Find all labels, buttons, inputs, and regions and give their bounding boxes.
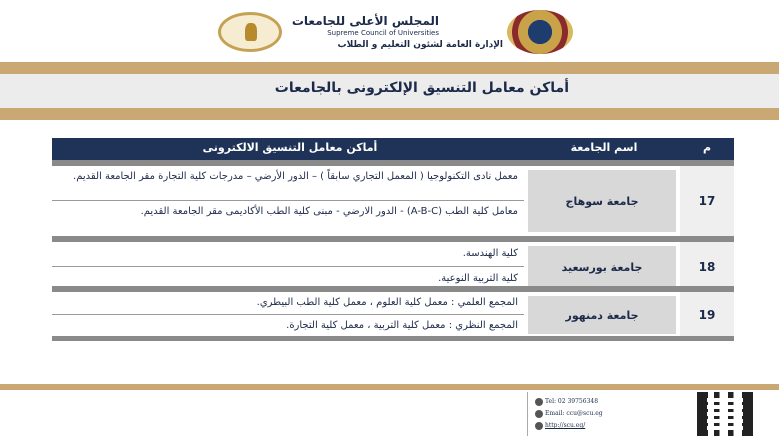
council-name-en: Supreme Council of Universities	[327, 29, 439, 37]
table-row	[52, 292, 734, 338]
table-row	[52, 166, 734, 236]
row-university: جامعة سوهاج	[528, 170, 676, 232]
lab-divider	[52, 200, 524, 201]
lab-entry: المجمع النظري : معمل كلية التربية ، معمل كلية التجارة.	[286, 320, 518, 331]
row-num: 19	[680, 292, 734, 338]
row-university: جامعة دمنهور	[528, 296, 676, 334]
page-title: أماكن معامل التنسيق الإلكترونى بالجامعات	[274, 80, 569, 96]
lab-entry: كلية التربية النوعية.	[438, 273, 518, 284]
row-university: جامعة بورسعيد	[528, 246, 676, 288]
council-name-ar: المجلس الأعلى للجامعات	[291, 14, 439, 28]
lab-divider	[52, 266, 524, 267]
gold-divider-top	[0, 62, 779, 74]
header-labs: أماكن معامل التنسيق الالكترونى	[202, 141, 378, 154]
row-num: 18	[680, 242, 734, 292]
footer-email: Email: ccu@scu.eg	[545, 410, 603, 417]
lab-entry: كلية الهندسة.	[462, 248, 518, 259]
footer-tel: Tel: 02 39756348	[545, 398, 599, 405]
lab-entry: المجمع العلمي : معمل كلية العلوم ، معمل كلية الطب البيطري.	[256, 297, 518, 308]
qr-code	[697, 392, 753, 436]
header-university: اسم الجامعة	[570, 141, 638, 154]
header-num: م	[702, 141, 712, 154]
footer-website-link[interactable]: http://scu.eg/	[545, 422, 586, 429]
web-icon	[535, 422, 543, 430]
page-header	[0, 0, 779, 62]
gold-divider-bottom	[0, 108, 779, 120]
phone-icon	[535, 398, 543, 406]
table-header	[52, 138, 734, 160]
lab-divider	[52, 314, 524, 315]
row-separator	[52, 336, 734, 341]
lab-entry: معامل كلية الطب (A-B-C) - الدور الارضي - مبنى كلية الطب الأكاديمى مقر الجامعة القديم.	[140, 206, 518, 217]
lab-entry: معمل نادى التكنولوجيا ( المعمل التجاري سابقاً ) – الدور الأرضي – مدرجات كلية التجارة مقر الجامعة القديم.	[73, 171, 518, 182]
page-footer	[0, 390, 779, 439]
egypt-eagle-logo	[218, 12, 282, 52]
scu-logo	[507, 10, 573, 54]
row-num: 17	[680, 166, 734, 236]
department-name: الإدارة العامة لشئون التعليم و الطلاب	[337, 40, 503, 50]
footer-divider	[527, 392, 528, 436]
table-row	[52, 242, 734, 292]
email-icon	[535, 410, 543, 418]
